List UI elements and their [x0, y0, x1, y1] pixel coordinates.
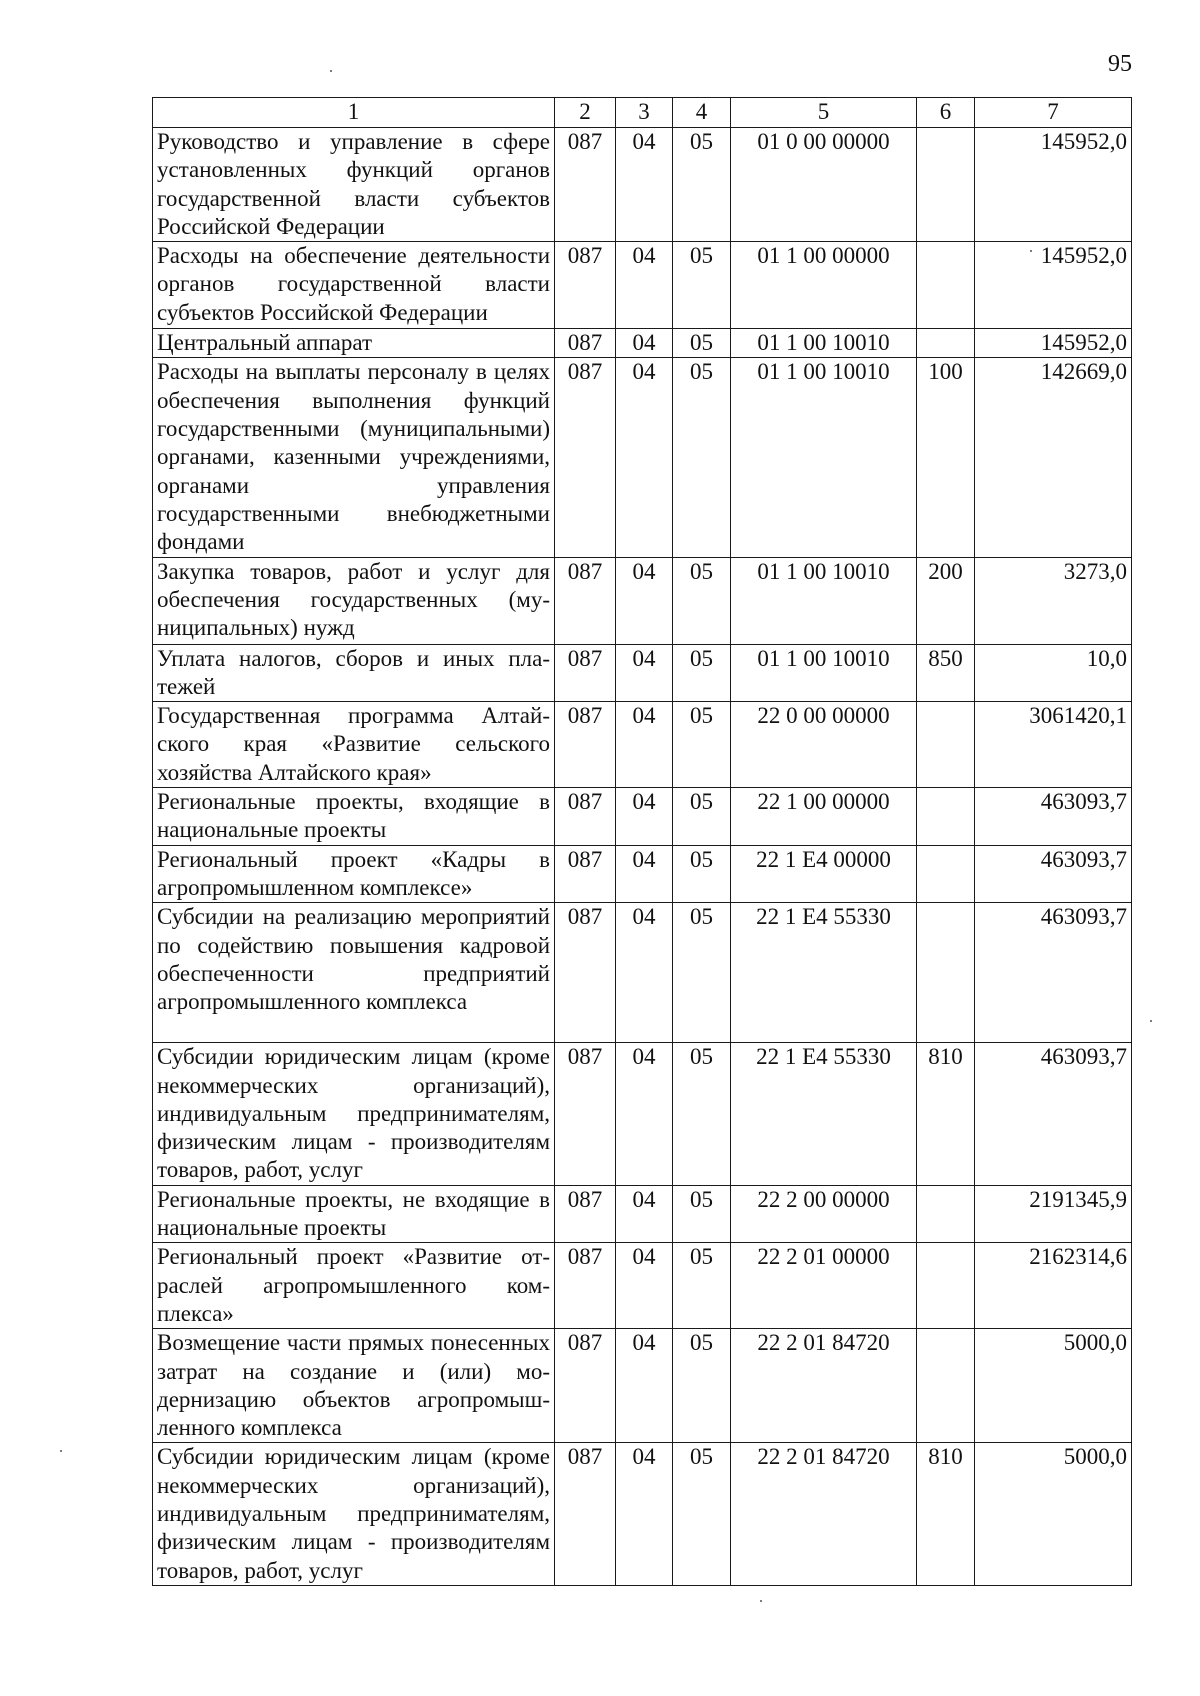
amount-cell: 463093,7: [975, 903, 1132, 1043]
column-header: 2: [555, 98, 616, 128]
ministry-code-cell: 087: [555, 1185, 616, 1243]
target-item-cell: 01 1 00 10010: [731, 644, 917, 702]
table-row: [153, 1043, 1132, 1185]
target-item-cell: 22 2 01 84720: [731, 1443, 917, 1585]
table-row: [153, 1243, 1132, 1329]
target-item-cell: 01 1 00 10010: [731, 358, 917, 557]
target-item-cell: 22 1 Е4 00000: [731, 845, 917, 903]
row-name-cell: Региональные проекты, не входящие в национальные проекты: [153, 1185, 555, 1243]
amount-cell: 5000,0: [975, 1443, 1132, 1585]
scan-speck: [760, 1600, 762, 1602]
row-name-cell: Закупка товаров, работ и услуг для обеспечения государственных (муниципальных) нужд: [153, 557, 555, 644]
ministry-code-cell: 087: [555, 788, 616, 846]
row-name-cell: Субсидии юридическим лицам (кроме некоммерческих организаций), индивидуальным предпринимателям, физическим лицам - производителям товаров, работ, услуг: [153, 1043, 555, 1185]
section-cell: 04: [616, 242, 673, 329]
amount-cell: 463093,7: [975, 788, 1132, 846]
table-row: [153, 329, 1132, 358]
expense-type-cell: [917, 242, 975, 329]
expense-type-cell: [917, 1185, 975, 1243]
row-name-cell: Региональный проект «Развитие отраслей агропромышленного комплекса»: [153, 1243, 555, 1329]
expense-type-cell: [917, 1243, 975, 1329]
amount-cell: 145952,0: [975, 242, 1132, 329]
amount-cell: 463093,7: [975, 845, 1132, 903]
table-row: [153, 788, 1132, 846]
expense-type-cell: 850: [917, 644, 975, 702]
subsection-cell: 05: [673, 557, 731, 644]
target-item-cell: 22 1 Е4 55330: [731, 1043, 917, 1185]
subsection-cell: 05: [673, 1185, 731, 1243]
amount-cell: 10,0: [975, 644, 1132, 702]
amount-cell: 2191345,9: [975, 1185, 1132, 1243]
expense-type-cell: [917, 702, 975, 788]
budget-table: [152, 97, 1132, 1586]
subsection-cell: 05: [673, 358, 731, 557]
table-row: [153, 1443, 1132, 1585]
table-row: [153, 128, 1132, 242]
column-header: 6: [917, 98, 975, 128]
ministry-code-cell: 087: [555, 1443, 616, 1585]
subsection-cell: 05: [673, 788, 731, 846]
target-item-cell: 01 1 00 00000: [731, 242, 917, 329]
amount-cell: 145952,0: [975, 329, 1132, 358]
row-name-cell: Расходы на выплаты персоналу в целях обеспечения выполнения функций государственными (муниципальными) органами, казенными учреждениями, органами управления государственными внебюджетными фондами: [153, 358, 555, 557]
column-header: 5: [731, 98, 917, 128]
subsection-cell: 05: [673, 845, 731, 903]
table-header-row: [153, 98, 1132, 128]
table-row: [153, 903, 1132, 1043]
row-name-cell: Субсидии на реализацию мероприятий по содействию повышения кадровой обеспеченности предприятий агропромышленного комплекса: [153, 903, 555, 1043]
expense-type-cell: 810: [917, 1443, 975, 1585]
section-cell: 04: [616, 557, 673, 644]
ministry-code-cell: 087: [555, 358, 616, 557]
amount-cell: 5000,0: [975, 1329, 1132, 1443]
target-item-cell: 01 1 00 10010: [731, 329, 917, 358]
ministry-code-cell: 087: [555, 845, 616, 903]
row-name-cell: Региональные проекты, входящие в национальные проекты: [153, 788, 555, 846]
amount-cell: 142669,0: [975, 358, 1132, 557]
subsection-cell: 05: [673, 644, 731, 702]
section-cell: 04: [616, 1243, 673, 1329]
section-cell: 04: [616, 903, 673, 1043]
amount-cell: 3273,0: [975, 557, 1132, 644]
table-row: [153, 644, 1132, 702]
section-cell: 04: [616, 1329, 673, 1443]
expense-type-cell: 200: [917, 557, 975, 644]
expense-type-cell: [917, 1329, 975, 1443]
row-name-cell: Расходы на обеспечение деятельности органов государственной власти субъектов Российской Федерации: [153, 242, 555, 329]
section-cell: 04: [616, 788, 673, 846]
ministry-code-cell: 087: [555, 903, 616, 1043]
row-name-cell: Руководство и управление в сфере установленных функций органов государственной власти субъектов Российской Федерации: [153, 128, 555, 242]
subsection-cell: 05: [673, 128, 731, 242]
ministry-code-cell: 087: [555, 1043, 616, 1185]
target-item-cell: 01 0 00 00000: [731, 128, 917, 242]
section-cell: 04: [616, 845, 673, 903]
column-header: 3: [616, 98, 673, 128]
target-item-cell: 22 2 01 84720: [731, 1329, 917, 1443]
ministry-code-cell: 087: [555, 1243, 616, 1329]
amount-cell: 463093,7: [975, 1043, 1132, 1185]
target-item-cell: 22 1 Е4 55330: [731, 903, 917, 1043]
expense-type-cell: 810: [917, 1043, 975, 1185]
ministry-code-cell: 087: [555, 702, 616, 788]
section-cell: 04: [616, 1443, 673, 1585]
expense-type-cell: [917, 788, 975, 846]
ministry-code-cell: 087: [555, 329, 616, 358]
target-item-cell: 22 1 00 00000: [731, 788, 917, 846]
scan-speck: [330, 70, 332, 72]
amount-cell: 3061420,1: [975, 702, 1132, 788]
section-cell: 04: [616, 128, 673, 242]
ministry-code-cell: 087: [555, 1329, 616, 1443]
target-item-cell: 22 2 00 00000: [731, 1185, 917, 1243]
table-row: [153, 242, 1132, 329]
row-name-cell: Центральный аппарат: [153, 329, 555, 358]
ministry-code-cell: 087: [555, 557, 616, 644]
scan-speck: [1150, 1020, 1152, 1022]
table-row: [153, 702, 1132, 788]
section-cell: 04: [616, 702, 673, 788]
section-cell: 04: [616, 329, 673, 358]
ministry-code-cell: 087: [555, 242, 616, 329]
amount-cell: 145952,0: [975, 128, 1132, 242]
ministry-code-cell: 087: [555, 128, 616, 242]
page-number: 95: [1108, 51, 1132, 77]
table-row: [153, 1329, 1132, 1443]
table-body: [153, 128, 1132, 1586]
subsection-cell: 05: [673, 1243, 731, 1329]
table-row: [153, 845, 1132, 903]
section-cell: 04: [616, 644, 673, 702]
table-row: [153, 1185, 1132, 1243]
column-header: 4: [673, 98, 731, 128]
section-cell: 04: [616, 1043, 673, 1185]
row-name-cell: Уплата налогов, сборов и иных платежей: [153, 644, 555, 702]
target-item-cell: 01 1 00 10010: [731, 557, 917, 644]
row-name-cell: Субсидии юридическим лицам (кроме некоммерческих организаций), индивидуальным предпринимателям, физическим лицам - производителям товаров, работ, услуг: [153, 1443, 555, 1585]
subsection-cell: 05: [673, 1329, 731, 1443]
subsection-cell: 05: [673, 702, 731, 788]
amount-cell: 2162314,6: [975, 1243, 1132, 1329]
expense-type-cell: [917, 128, 975, 242]
expense-type-cell: 100: [917, 358, 975, 557]
target-item-cell: 22 0 00 00000: [731, 702, 917, 788]
scan-speck: [1030, 250, 1032, 252]
expense-type-cell: [917, 845, 975, 903]
row-name-cell: Региональный проект «Кадры в агропромышленном комплексе»: [153, 845, 555, 903]
target-item-cell: 22 2 01 00000: [731, 1243, 917, 1329]
section-cell: 04: [616, 1185, 673, 1243]
subsection-cell: 05: [673, 903, 731, 1043]
row-name-cell: Возмещение части прямых понесенных затрат на создание и (или) модернизацию объектов агропромышленного комплекса: [153, 1329, 555, 1443]
subsection-cell: 05: [673, 329, 731, 358]
column-header: 7: [975, 98, 1132, 128]
scan-speck: [60, 1450, 62, 1452]
column-header: 1: [153, 98, 555, 128]
subsection-cell: 05: [673, 1043, 731, 1185]
table-row: [153, 358, 1132, 557]
section-cell: 04: [616, 358, 673, 557]
ministry-code-cell: 087: [555, 644, 616, 702]
expense-type-cell: [917, 903, 975, 1043]
expense-type-cell: [917, 329, 975, 358]
row-name-cell: Государственная программа Алтайского края «Развитие сельского хозяйства Алтайского края»: [153, 702, 555, 788]
subsection-cell: 05: [673, 1443, 731, 1585]
table-row: [153, 557, 1132, 644]
subsection-cell: 05: [673, 242, 731, 329]
